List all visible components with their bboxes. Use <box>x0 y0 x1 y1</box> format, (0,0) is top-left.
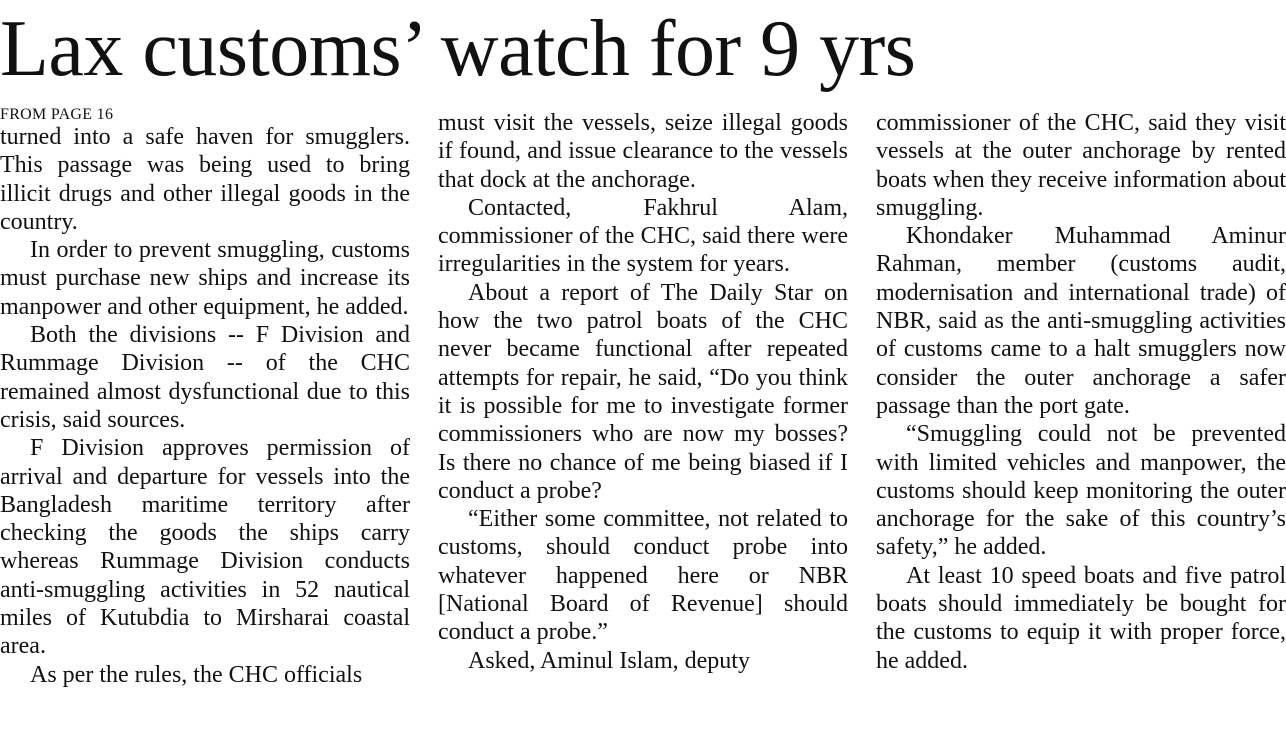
paragraph: Asked, Aminul Islam, deputy <box>468 647 750 674</box>
paragraph: “Smuggling could not be prevented with limited vehicles and manpower, the customs should keep monitoring the outer anchorage for the sake of this country’s safety,” he added. <box>876 421 1286 561</box>
paragraph: Both the divisions -- F Division and Rummage Division -- of the CHC remained almost dysfunctional due to this crisis, said sources. <box>0 322 410 433</box>
paragraph: About a report of The Daily Star on how the two patrol boats of the CHC never became functional after repeated attempts for repair, he said, “Do you think it is possible for me to investigate former commissioners who are now my bosses? Is there no chance of me being biased if I conduct a probe? <box>438 279 848 504</box>
paragraph: As per the rules, the CHC officials <box>30 661 363 688</box>
paragraph: turned into a safe haven for smugglers. This passage was being used to bring illicit drugs and other illegal goods in the country. <box>0 124 410 235</box>
article-column-2 <box>438 109 848 675</box>
paragraph: must visit the vessels, seize illegal goods if found, and issue clearance to the vessels that dock at the anchorage. <box>438 110 848 193</box>
paragraph: commissioner of the CHC, said they visit vessels at the outer anchorage by rented boats when they receive information about smuggling. <box>876 110 1286 221</box>
paragraph: At least 10 speed boats and five patrol boats should immediately be bought for the customs to equip it with proper force, he added. <box>876 562 1286 674</box>
article-body <box>0 107 1286 734</box>
paragraph: Contacted, Fakhrul Alam, commissioner of the CHC, said there were irregularities in the system for years. <box>438 194 848 278</box>
paragraph: Khondaker Muhammad Aminur Rahman, member (customs audit, modernisation and international trade) of NBR, said as the anti-smuggling activities of customs came to a halt smugglers now consider the outer anchorage a safer passage than the port gate. <box>876 223 1286 419</box>
paragraph: F Division approves permission of arrival and departure for vessels into the Bangladesh maritime territory after checking the goods the ships carry whereas Rummage Division conducts anti-smuggling activities in 52 nautical miles of Kutubdia to Mirsharai coastal area. <box>0 435 410 660</box>
article-column-1 <box>0 107 410 689</box>
paragraph: In order to prevent smuggling, customs must purchase new ships and increase its manpower and other equipment, he added. <box>0 237 410 320</box>
continuation-kicker: FROM PAGE 16 <box>0 106 114 123</box>
paragraph: “Either some committee, not related to customs, should conduct probe into whatever happened here or NBR [National Board of Revenue] should conduct a probe.” <box>438 506 848 646</box>
article-column-3 <box>876 109 1286 675</box>
headline: Lax customs’ watch for 9 yrs <box>0 5 916 93</box>
